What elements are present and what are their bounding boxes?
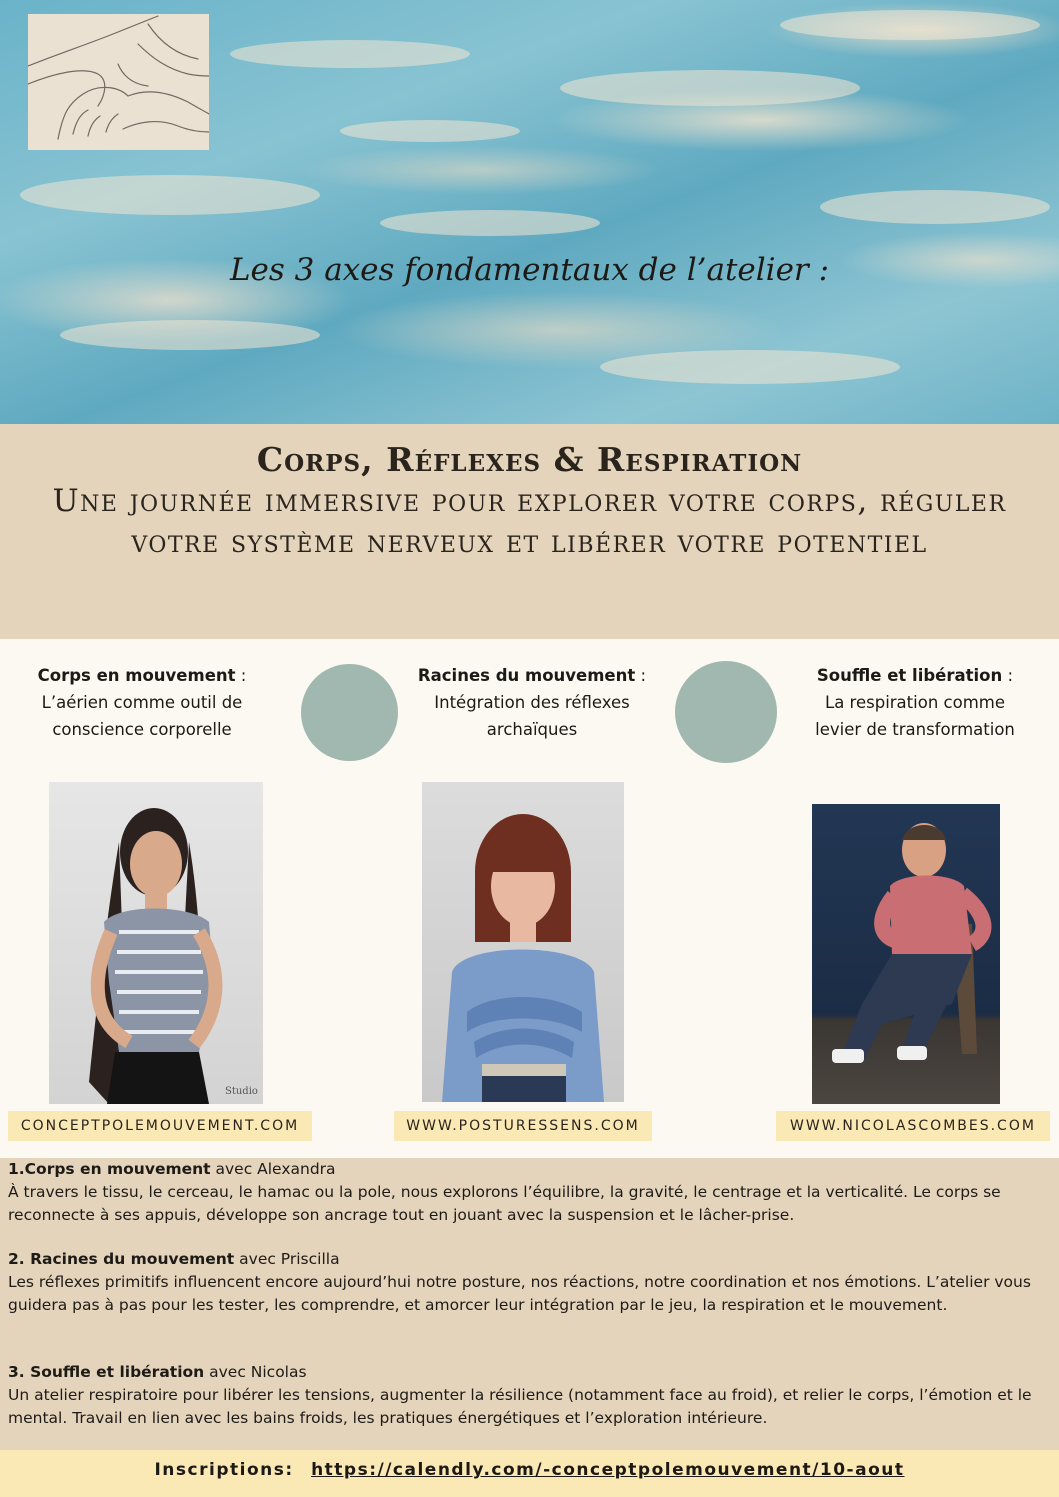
detail-heading: 1.Corps en mouvement: [8, 1160, 211, 1178]
detail-corps: [8, 1158, 1038, 1227]
axis-corps: [22, 662, 262, 743]
axis-racines: [402, 662, 662, 743]
axis-line: archaïques: [486, 720, 578, 739]
event-title: Corps, Réflexes & Respiration: [256, 440, 803, 479]
axis-separator: :: [1002, 666, 1014, 685]
site-link-posturessens[interactable]: WWW.POSTURESSENS.COM: [394, 1111, 652, 1141]
photo-watermark: Studio: [225, 1086, 258, 1097]
workshop-details: [0, 1158, 1059, 1450]
site-link-concept[interactable]: CONCEPTPOLEMOUVEMENT.COM: [8, 1111, 312, 1141]
event-subtitle: Une journée immersive pour explorer votre corps, réguler votre système nerveux et libérer votre potentiel: [52, 483, 1007, 560]
axis-title: Souffle et libération: [816, 666, 1003, 685]
detail-text: Les réflexes primitifs influencent encore aujourd’hui notre posture, nos réactions, notre coordination et nos émotions. L’atelier vous guidera pas à pas pour les tester, les comprendre, et amorcer leur intégration par le jeu, la respiration et le mouvement.: [8, 1273, 1031, 1314]
axis-separator: :: [235, 666, 247, 685]
site-link-nicolascombes[interactable]: WWW.NICOLASCOMBES.COM: [776, 1111, 1050, 1141]
axis-title: Corps en mouvement: [37, 666, 236, 685]
photo-alexandra: [49, 782, 263, 1104]
detail-text: À travers le tissu, le cerceau, le hamac ou la pole, nous explorons l’équilibre, la gravité, le centrage et la verticalité. Le corps se reconnecte à ses appuis, développe son ancrage tout en jouant avec la suspension et le lâcher-prise.: [8, 1183, 1001, 1224]
detail-text: Un atelier respiratoire pour libérer les tensions, augmenter la résilience (notamment face au froid), et relier le corps, l’émotion et le mental. Travail en lien avec les bains froids, les pratiques énergétiques et l’exploration intérieure.: [8, 1386, 1032, 1427]
detail-instructor: avec Alexandra: [210, 1160, 336, 1178]
axis-line: conscience corporelle: [52, 720, 232, 739]
registration-link[interactable]: https://calendly.com/-conceptpolemouvement/10-aout: [311, 1460, 905, 1480]
decorative-circle: [675, 661, 777, 763]
axis-souffle: [790, 662, 1040, 743]
logo-hands: [28, 14, 209, 150]
detail-souffle: [8, 1361, 1038, 1430]
axis-line: Intégration des réflexes: [434, 693, 630, 712]
photo-priscilla: [422, 782, 624, 1102]
detail-racines: [8, 1248, 1038, 1317]
hands-line-drawing: [28, 14, 209, 150]
detail-instructor: avec Nicolas: [204, 1363, 307, 1381]
registration-label: Inscriptions:: [154, 1460, 294, 1480]
decorative-circle: [301, 664, 398, 761]
hero-banner: [0, 0, 1059, 424]
axis-separator: :: [635, 666, 647, 685]
axis-line: levier de transformation: [815, 720, 1015, 739]
hero-title: Les 3 axes fondamentaux de l’atelier :: [229, 252, 830, 288]
detail-heading: 3. Souffle et libération: [8, 1363, 205, 1381]
detail-instructor: avec Priscilla: [234, 1250, 340, 1268]
title-band: [0, 424, 1059, 639]
axis-title: Racines du mouvement: [417, 666, 636, 685]
axis-line: La respiration comme: [825, 693, 1005, 712]
photo-nicolas: [812, 804, 1000, 1104]
detail-heading: 2. Racines du mouvement: [8, 1250, 235, 1268]
axis-line: L’aérien comme outil de: [41, 693, 243, 712]
registration-footer: [0, 1450, 1059, 1497]
